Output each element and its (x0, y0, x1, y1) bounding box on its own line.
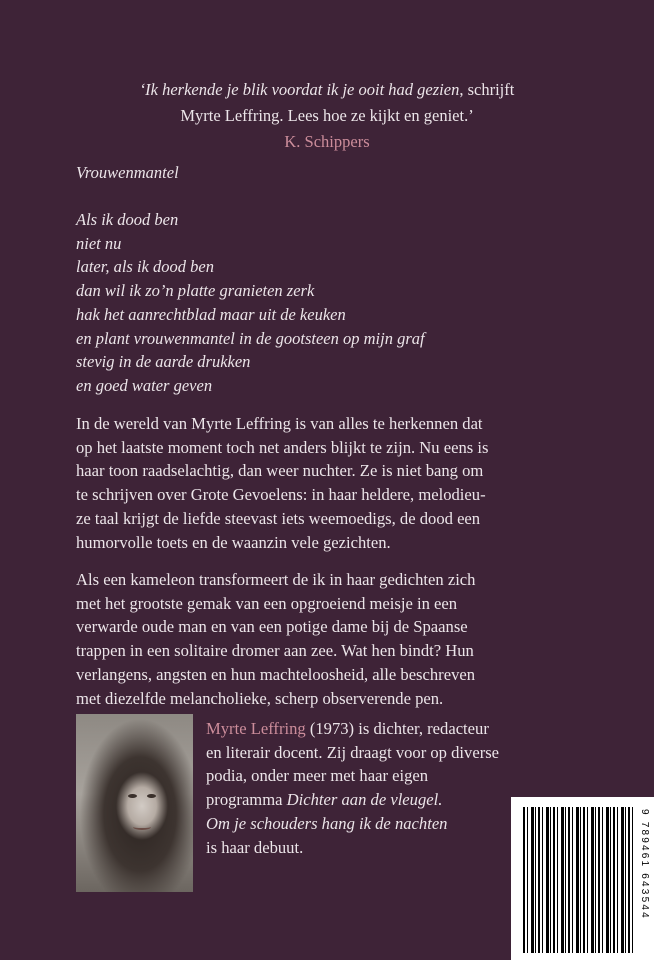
paragraph-line: te schrijven over Grote Gevoelens: in haar heldere, melodieu- (76, 485, 486, 505)
barcode-bars (523, 807, 636, 953)
bio-line: is haar debuut. (206, 837, 304, 857)
photo-detail (133, 824, 151, 830)
paragraph-line: Als een kameleon transformeert de ik in haar gedichten zich (76, 570, 476, 589)
quote-line-2: Myrte Leffring. Lees hoe ze kijkt en geniet.’ (180, 106, 474, 125)
paragraph-line: In de wereld van Myrte Leffring is van alles te herkennen dat (76, 414, 483, 433)
quote-attribution: K. Schippers (284, 132, 370, 151)
paragraph-line: ze taal krijgt de liefde steevast iets weemoedigs, de dood een (76, 508, 481, 528)
photo-detail (147, 794, 156, 798)
bio-line (206, 788, 499, 812)
isbn-barcode (511, 797, 654, 960)
bio-text: (1973) is dichter, redacteur (305, 719, 489, 738)
quote-italic-text: ‘Ik herkende je blik voordat ik je ooit had gezien (139, 80, 460, 99)
author-photo (76, 714, 193, 892)
bio-line (206, 717, 499, 741)
paragraph-line: trappen in een solitaire dromer aan zee. Wat hen bindt? Hun (76, 641, 474, 661)
endorsement-quote (70, 77, 584, 155)
photo-detail (128, 794, 137, 798)
bio-line: podia, onder meer met haar eigen (206, 766, 429, 786)
paragraph-line: verlangens, angsten en hun machteloosheid, alle beschreven (76, 664, 476, 684)
paragraph-line: verwarde oude man en van een potige dame bij de Spaanse (76, 617, 468, 637)
poem-line: dan wil ik zo’n platte granieten zerk (76, 281, 315, 301)
isbn-number: 9 789461 643544 (639, 809, 650, 920)
paragraph-line: met het grootste gemak van een opgroeiend meisje in een (76, 593, 458, 613)
program-title: Dichter aan de vleugel. (286, 790, 443, 810)
poem-line: niet nu (76, 233, 122, 253)
bio-line: en literair docent. Zij draagt voor op diverse (206, 742, 500, 762)
poem-line: stevig in de aarde drukken (76, 352, 251, 372)
poem-line: hak het aanrechtblad maar uit de keuken (76, 304, 346, 324)
poem-body (76, 208, 425, 398)
paragraph-line: met diezelfde melancholieke, scherp observerende pen. (76, 688, 444, 708)
paragraph-line: haar toon raadselachtig, dan weer nuchter. Ze is niet bang om (76, 461, 484, 481)
description-paragraph-1 (76, 412, 596, 554)
poem-line: en goed water geven (76, 375, 213, 395)
author-name: Myrte Leffring (206, 719, 306, 738)
poem-line: Als ik dood ben (76, 210, 179, 229)
poem-line: en plant vrouwenmantel in de gootsteen op mijn graf (76, 328, 425, 348)
poem-title: Vrouwenmantel (76, 163, 179, 182)
bio-text: programma (206, 790, 287, 810)
description-paragraph-2 (76, 568, 596, 710)
paragraph-line: op het laatste moment toch net anders blijkt te zijn. Nu eens is (76, 437, 489, 457)
debut-title: Om je schouders hang ik de nachten (206, 813, 448, 833)
paragraph-line: humorvolle toets en de waanzin vele gezichten. (76, 532, 391, 552)
author-bio (206, 717, 499, 859)
quote-rest-text: , schrijft (459, 80, 515, 99)
poem-line: later, als ik dood ben (76, 257, 214, 277)
